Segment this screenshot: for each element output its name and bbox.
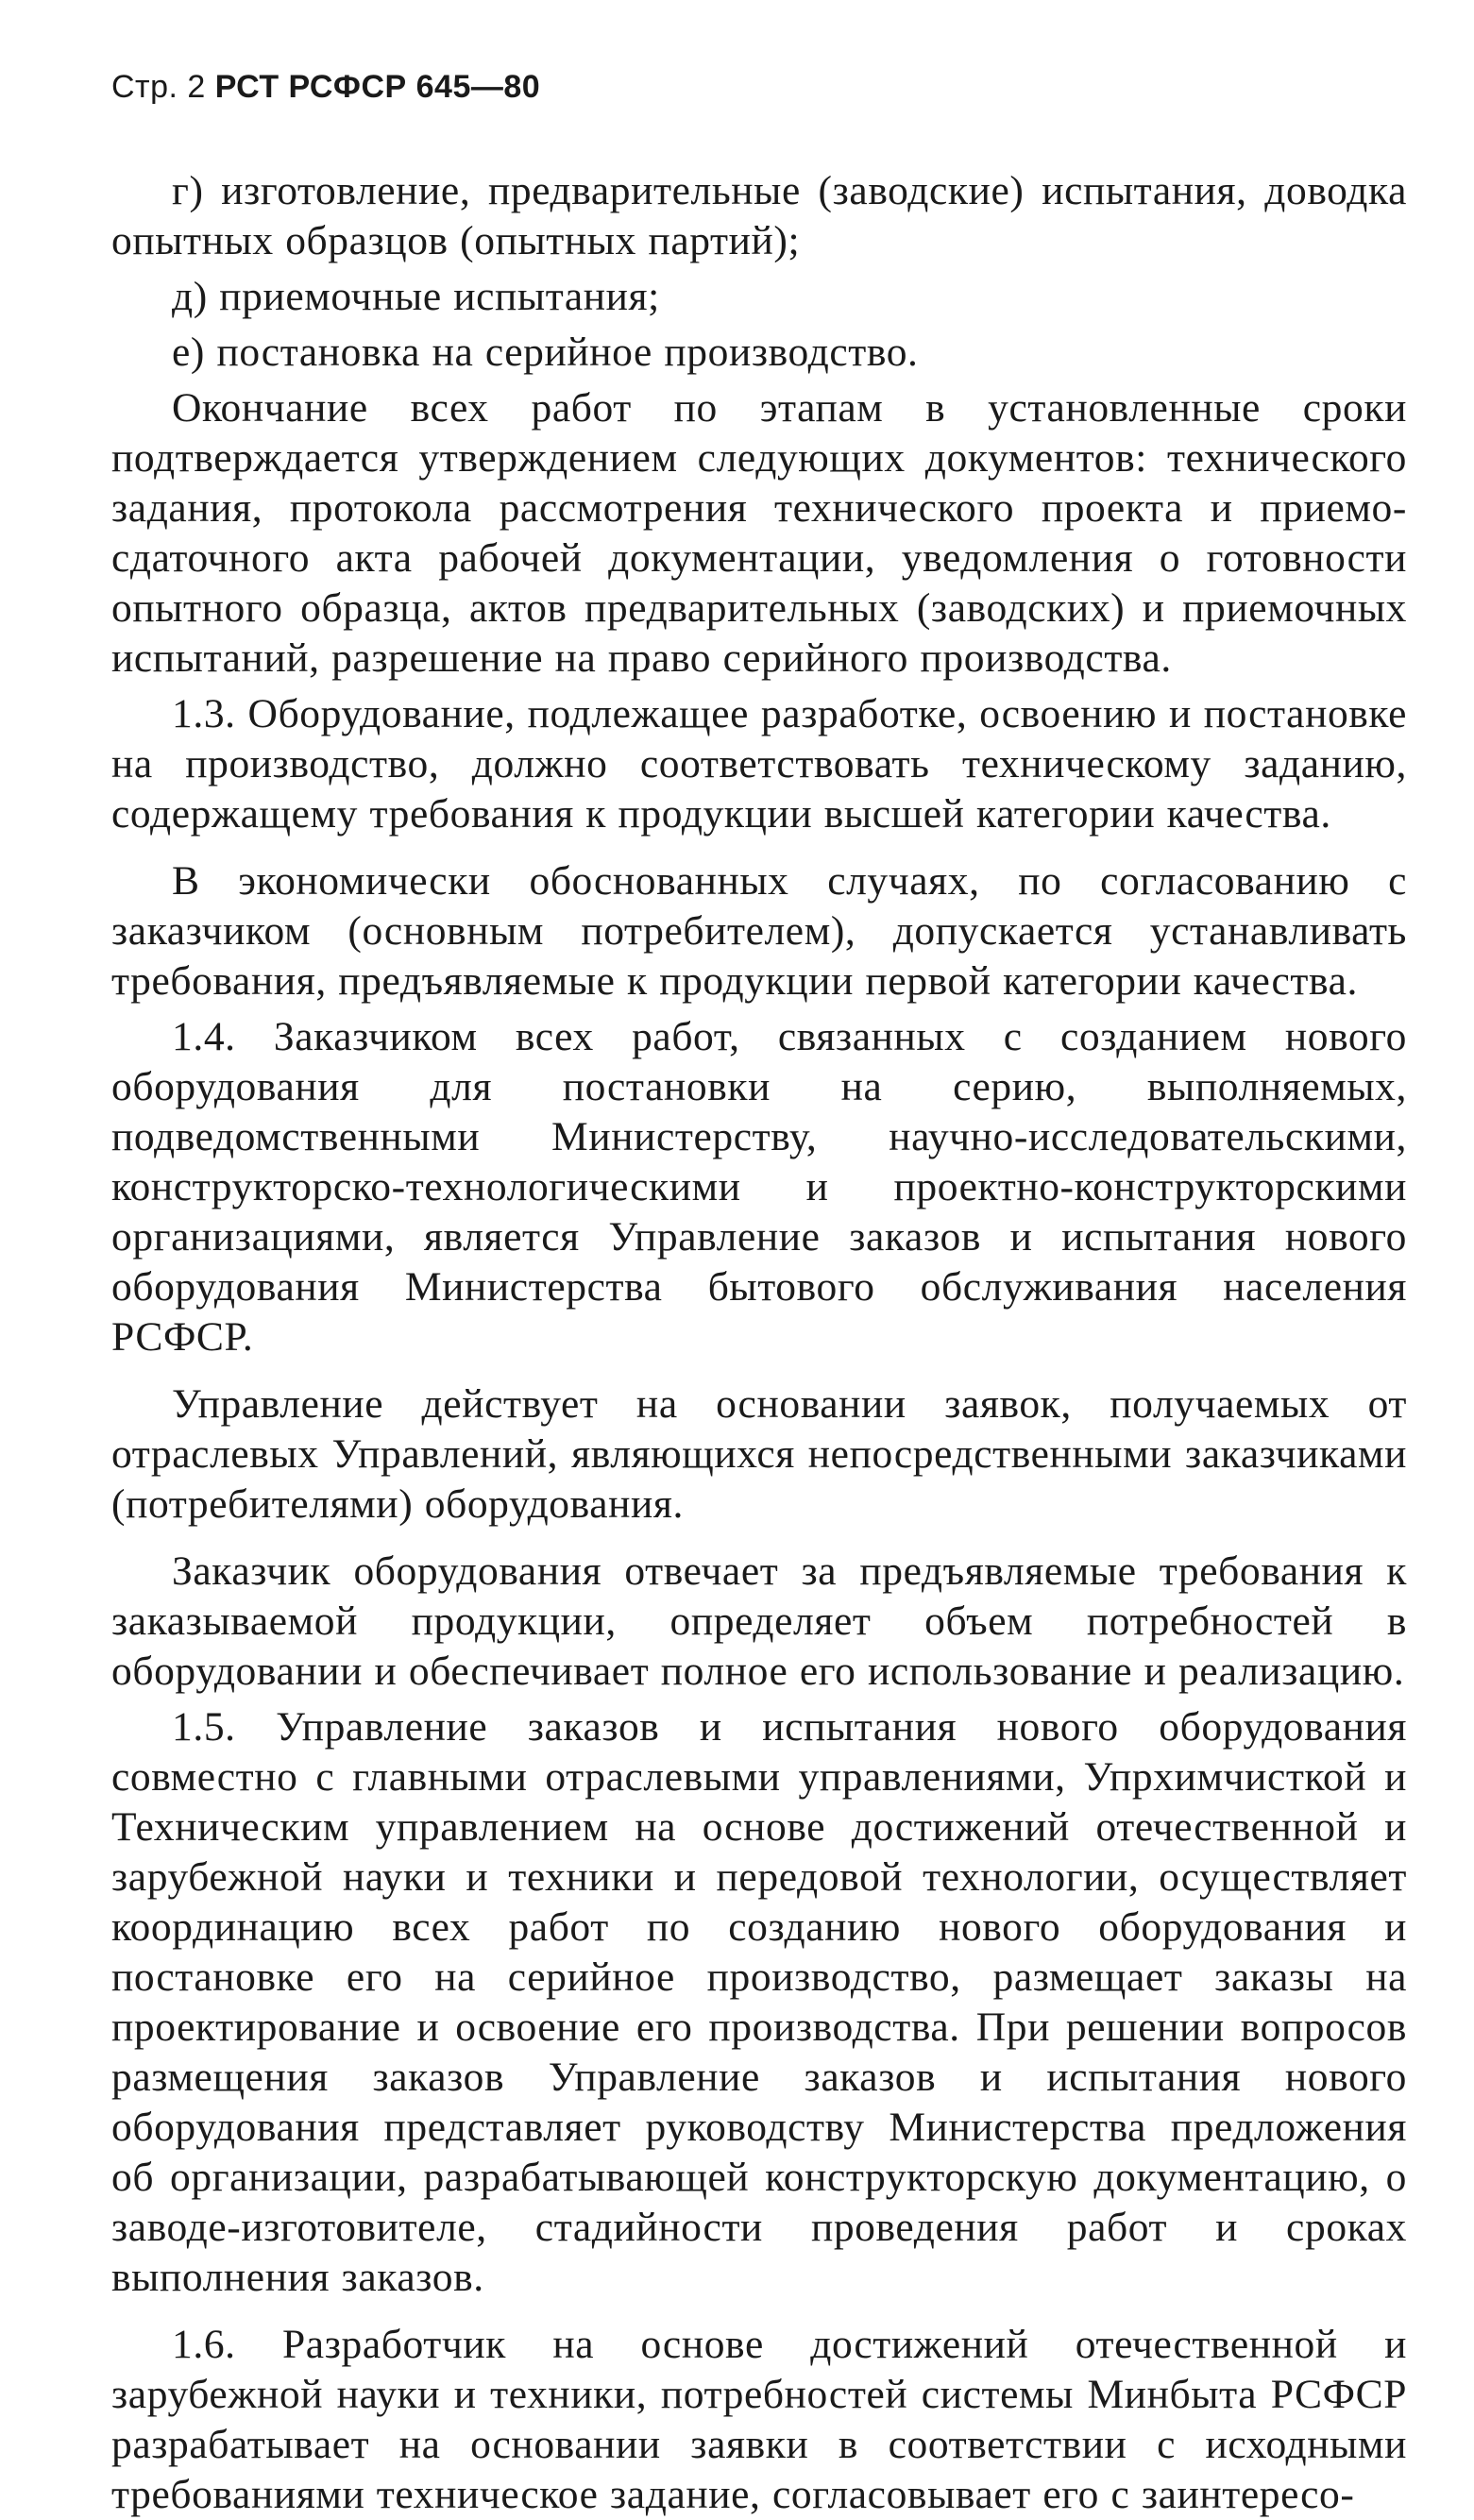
document-page [111,66,1407,2520]
paragraph-item-d: д) приемочные испытания; [172,274,660,319]
document-body [111,166,1407,2520]
paragraph-customer: Заказчик оборудования отвечает за предъявляемые требования к заказываемой продукции, определяет объем потребностей в оборудовании и обеспечивает полное его использование и реализацию. [111,1548,1407,1694]
paragraph-1-6: 1.6. Разработчик на основе достижений отечественной и зарубежной науки и техники, потребностей системы Минбыта РСФСР разрабатывает на основании заявки в соответствии с исходными требованиями техническое задание, согласовывает его с заинтересо- [111,2322,1407,2517]
paragraph-completion: Окончание всех работ по этапам в установленные сроки подтверждается утверждением следующих документов: технического задания, протокола рассмотрения технического проекта и приемо-сдаточного акта рабочей документации, уведомления о готовности опытного образца, актов предварительных (заводских) и приемочных испытаний, разрешение на право серийного производства. [111,385,1407,681]
paragraph-item-e: е) постановка на серийное производство. [172,330,919,375]
paragraph-1-3: 1.3. Оборудование, подлежащее разработке, освоению и постановке на производство, должно соответствовать техническому заданию, содержащему требования к продукции высшей категории качества. [111,691,1407,837]
paragraph-1-4: 1.4. Заказчиком всех работ, связанных с созданием нового оборудования для постановки на серию, выполняемых, подведомственными Министерству, научно-исследовательскими, конструкторско-технологическими и проектно-конструкторскими организациями, является Управление заказов и испытания нового оборудования Министерства бытового обслуживания населения РСФСР. [111,1014,1407,1360]
page-number: Стр. 2 [111,69,206,105]
paragraph-management: Управление действует на основании заявок, получаемых от отраслевых Управлений, являющихся непосредственными заказчиками (потребителями) оборудования. [111,1381,1407,1527]
paragraph-item-g: г) изготовление, предварительные (заводские) испытания, доводка опытных образцов (опытных партий); [111,168,1407,263]
page-header [111,66,1407,108]
paragraph-1-5: 1.5. Управление заказов и испытания нового оборудования совместно с главными отраслевыми управлениями, Упрхимчисткой и Техническим управлением на основе достижений отечественной и зарубежной науки и техники и передовой технологии, осуществляет координацию всех работ по созданию нового оборудования и постановке его на серийное производство, размещает заказы на проектирование и освоение его производства. При решении вопросов размещения заказов Управление заказов и испытания нового оборудования представляет руководству Министерства предложения об организации, разрабатывающей конструкторскую документацию, о заводе-изготовителе, стадийности проведения работ и сроках выполнения заказов. [111,1704,1407,2300]
paragraph-economic-cases: В экономически обоснованных случаях, по согласованию с заказчиком (основным потребителем), допускается устанавливать требования, предъявляемые к продукции первой категории качества. [111,858,1407,1004]
standard-code: РСТ РСФСР 645—80 [214,69,541,105]
